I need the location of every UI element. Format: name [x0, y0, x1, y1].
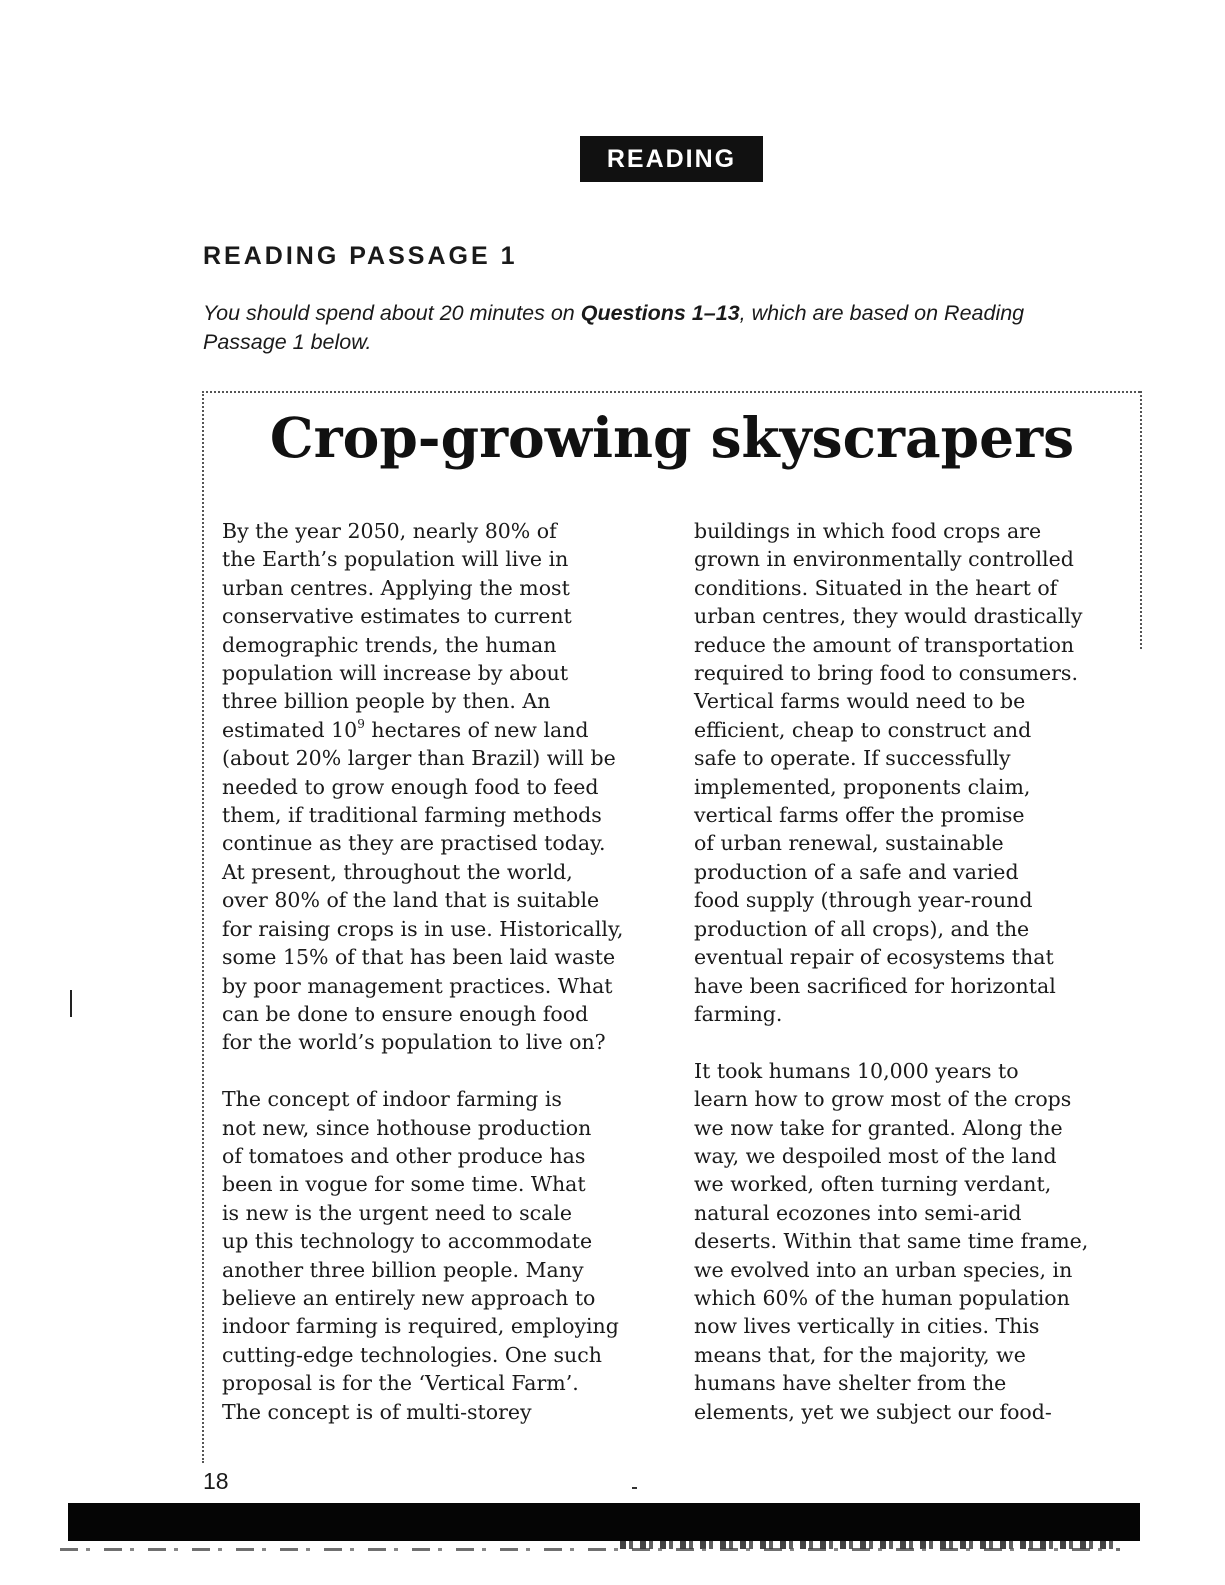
text-line: continue as they are practised today.: [222, 831, 606, 856]
text-line: we worked, often turning verdant,: [694, 1172, 1052, 1197]
text-line: have been sacrificed for horizontal: [694, 973, 1056, 998]
text-line: we now take for granted. Along the: [694, 1115, 1063, 1140]
text-line: natural ecozones into semi-arid: [694, 1200, 1022, 1225]
passage-frame-top: [202, 391, 1140, 393]
text-line: vertical farms offer the promise: [694, 803, 1025, 828]
section-badge: [580, 136, 763, 182]
text-line: food supply (through year-round: [694, 888, 1033, 913]
instructions-text-end: , which are based on Reading: [739, 301, 1025, 325]
scan-dash-mark: [632, 1487, 637, 1489]
left-column: [222, 517, 662, 1426]
superscript: 9: [357, 716, 365, 731]
paragraph-gap: [694, 1028, 1124, 1056]
text-line: reduce the amount of transportation: [694, 632, 1075, 657]
passage-heading: READING PASSAGE 1: [203, 242, 518, 270]
passage-title: Crop-growing skyscrapers: [269, 405, 1075, 470]
text-line: up this technology to accommodate: [222, 1229, 593, 1254]
text-line: implemented, proponents claim,: [694, 774, 1031, 799]
text-line: another three billion people. Many: [222, 1257, 584, 1282]
bottom-black-bar: [68, 1503, 1140, 1541]
text-line: At present, throughout the world,: [222, 859, 573, 884]
text-line: for raising crops is in use. Historically,: [222, 916, 624, 941]
text-line: now lives vertically in cities. This: [694, 1314, 1040, 1339]
right-paragraph-2: [694, 1057, 1124, 1426]
text-line: conservative estimates to current: [222, 604, 572, 629]
text-line: urban centres, they would drastically: [694, 604, 1083, 629]
text-line: over 80% of the land that is suitable: [222, 888, 600, 913]
text-line: production of all crops), and the: [694, 916, 1030, 941]
paragraph-gap: [222, 1057, 662, 1085]
text-line: By the year 2050, nearly 80% of: [222, 519, 557, 543]
text-line: is new is the urgent need to scale: [222, 1200, 573, 1225]
instructions: [203, 299, 1133, 357]
text-line: way, we despoiled most of the land: [694, 1143, 1057, 1168]
page-number: 18: [203, 1468, 229, 1494]
text-line: grown in environmentally controlled: [694, 547, 1074, 572]
instructions-text: You should spend about 20 minutes on: [203, 301, 581, 325]
text-line: Vertical farms would need to be: [694, 689, 1026, 714]
text-line: eventual repair of ecosystems that: [694, 945, 1054, 970]
text-line: learn how to grow most of the crops: [694, 1087, 1072, 1112]
instructions-line-1: [203, 299, 1133, 328]
text-line: required to bring food to consumers.: [694, 661, 1078, 686]
text-line: safe to operate. If successfully: [694, 746, 1011, 771]
text-line: population will increase by about: [222, 661, 569, 686]
text-line: demographic trends, the human: [222, 632, 557, 657]
text-line: means that, for the majority, we: [694, 1342, 1026, 1367]
text-line: by poor management practices. What: [222, 973, 613, 998]
text-line: farming.: [694, 1001, 783, 1026]
text-line: conditions. Situated in the heart of: [694, 575, 1058, 600]
scan-artifact-line: [60, 1548, 1120, 1551]
text-line: we evolved into an urban species, in: [694, 1257, 1073, 1282]
text-line: (about 20% larger than Brazil) will be: [222, 746, 616, 771]
text-line: them, if traditional farming methods: [222, 803, 602, 828]
right-paragraph-1: [694, 517, 1124, 1028]
text-line: humans have shelter from the: [694, 1371, 1007, 1396]
instructions-line-2: Passage 1 below.: [203, 330, 372, 354]
text-line: elements, yet we subject our food-: [694, 1399, 1052, 1424]
scan-margin-mark: [70, 990, 72, 1017]
text-line: some 15% of that has been laid waste: [222, 945, 616, 970]
text-line: of urban renewal, sustainable: [694, 831, 1004, 856]
text-line: buildings in which food crops are: [694, 519, 1042, 543]
text-line: which 60% of the human population: [694, 1285, 1070, 1310]
text-line: of tomatoes and other produce has: [222, 1143, 586, 1168]
text-line: for the world’s population to live on?: [222, 1030, 606, 1055]
text-line: [222, 716, 662, 744]
text-line: cutting-edge technologies. One such: [222, 1342, 602, 1367]
text-segment: hectares of new land: [364, 717, 589, 742]
text-segment: estimated 10: [222, 717, 358, 742]
text-line: indoor farming is required, employing: [222, 1314, 619, 1339]
left-paragraph-1: [222, 517, 662, 1057]
text-line: The concept of indoor farming is: [222, 1087, 562, 1112]
section-label: READING: [606, 144, 737, 173]
text-line: deserts. Within that same time frame,: [694, 1229, 1089, 1254]
text-line: not new, since hothouse production: [222, 1115, 592, 1140]
text-line: It took humans 10,000 years to: [694, 1058, 1019, 1083]
text-line: The concept is of multi-storey: [222, 1399, 532, 1424]
text-line: efficient, cheap to construct and: [694, 717, 1032, 742]
instructions-questions: Questions 1–13: [580, 301, 740, 325]
text-line: been in vogue for some time. What: [222, 1172, 586, 1197]
passage-frame-left: [202, 391, 204, 1463]
text-line: needed to grow enough food to feed: [222, 774, 599, 799]
text-line: proposal is for the ‘Vertical Farm’.: [222, 1371, 579, 1396]
left-paragraph-2: [222, 1085, 662, 1426]
text-line: three billion people by then. An: [222, 689, 551, 714]
text-line: urban centres. Applying the most: [222, 575, 570, 600]
text-line: the Earth’s population will live in: [222, 547, 569, 572]
text-line: can be done to ensure enough food: [222, 1001, 589, 1026]
right-column: [694, 517, 1124, 1426]
text-line: believe an entirely new approach to: [222, 1285, 596, 1310]
text-line: production of a safe and varied: [694, 859, 1019, 884]
